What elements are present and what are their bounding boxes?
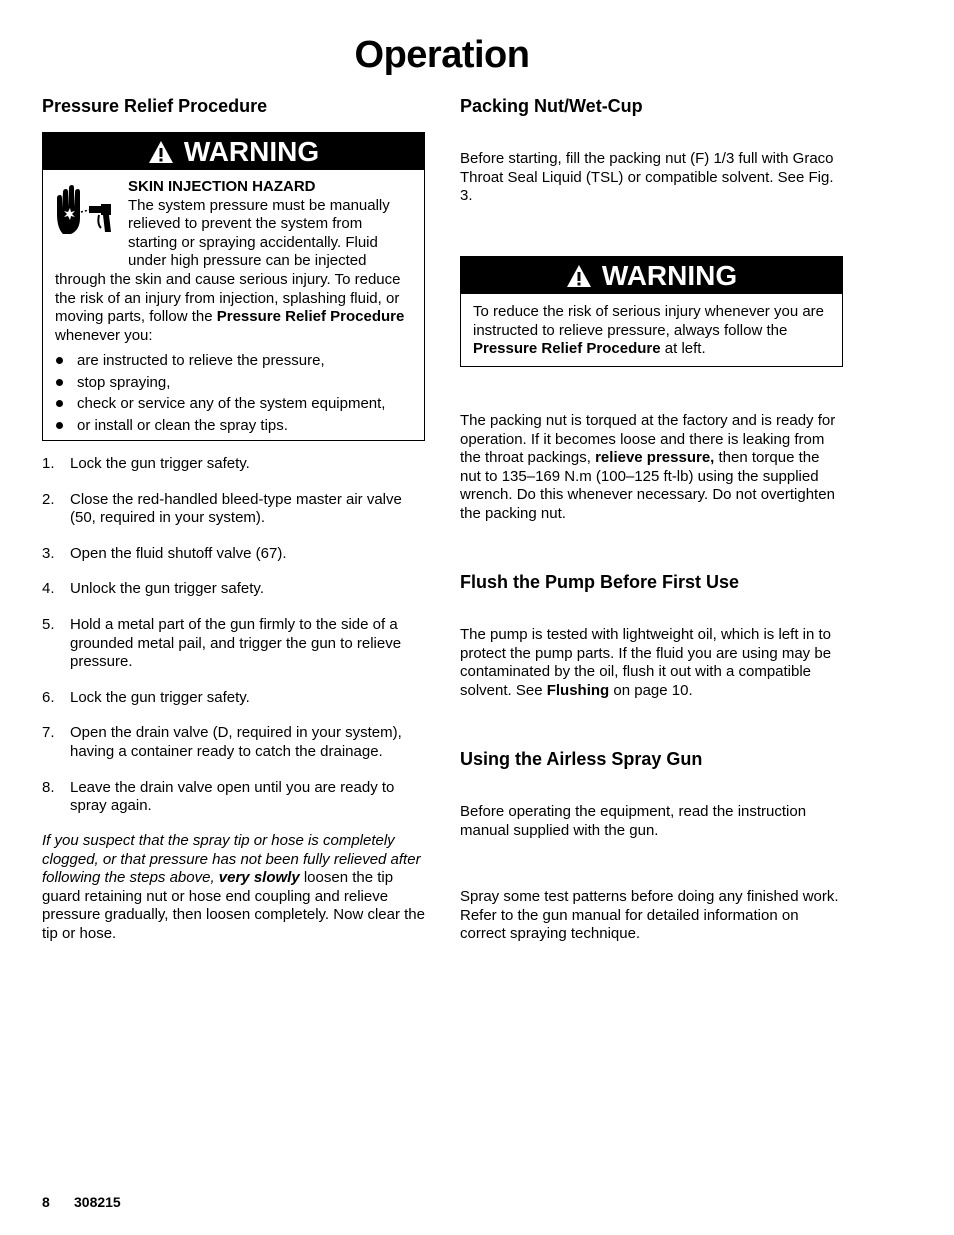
- page-number: 8: [42, 1194, 50, 1210]
- spray-gun-p1: Before operating the equipment, read the instruction manual supplied with the gun.: [460, 803, 807, 839]
- packing-nut-heading: Packing Nut/Wet-Cup: [460, 96, 643, 116]
- warning-label: WARNING: [601, 259, 738, 291]
- warning-header: [43, 133, 424, 170]
- clogged-tip-note: If you suspect that the spray tip or hose is completely clogged, or that pressure has not been fully relieved after following the steps above, very slowly loosen the tip guard retaining nut or hose end coupling and relieve pressure gradually, then loosen completely. Now clear the tip or hose.: [42, 832, 425, 942]
- skin-injection-warning-box: [42, 132, 425, 441]
- step-item: 6. Lock the gun trigger safety.: [42, 688, 250, 706]
- step-item: 1. Lock the gun trigger safety.: [42, 455, 250, 472]
- page-title: Operation: [354, 34, 530, 76]
- hazard-title: SKIN INJECTION HAZARD: [128, 178, 316, 195]
- step-item: 2. Close the red-handled bleed-type master air valve (50, required in your system).: [42, 490, 402, 527]
- step-item: 4. Unlock the gun trigger safety.: [42, 580, 264, 598]
- spray-gun-heading: Using the Airless Spray Gun: [460, 749, 703, 769]
- list-item: are instructed to relieve the pressure,: [55, 350, 412, 372]
- flush-pump-heading: Flush the Pump Before First Use: [460, 572, 740, 592]
- warning-text: To reduce the risk of serious injury whenever you are instructed to relieve pressure, always follow the Pressure Relief Procedure at left.: [473, 303, 825, 358]
- flush-pump-body: The pump is tested with lightweight oil, which is left in to protect the pump parts. If the fluid you are using may be contaminated by the oil, flush it out with a compatible solvent. See Flushing on page 10.: [460, 626, 832, 699]
- list-item: check or service any of the system equipment,: [55, 393, 412, 415]
- step-item: 8. Leave the drain valve open until you are ready to spray again.: [42, 778, 395, 815]
- document-number: 308215: [74, 1194, 121, 1210]
- hazard-text: The system pressure must be manually relieved to prevent the system from starting or spraying accidentally. Fluid under high pressure can be injected through the skin and cause serious injury. To reduce the risk of an injury from injection, splashing fluid, or moving parts, follow the Pressure Relief Procedure whenever you:: [55, 196, 405, 344]
- warning-triangle-icon: [148, 140, 174, 164]
- list-item: stop spraying,: [55, 372, 412, 394]
- injection-hazard-icon: [53, 184, 117, 240]
- step-item: 7. Open the drain valve (D, required in your system), having a container ready to catch the drainage.: [42, 724, 402, 760]
- warning-label: WARNING: [183, 135, 320, 167]
- spray-gun-p2: Spray some test patterns before doing any finished work. Refer to the gun manual for detailed information on correct spraying technique.: [460, 888, 839, 943]
- pressure-relief-heading: Pressure Relief Procedure: [42, 96, 268, 116]
- relief-steps-list: [42, 455, 422, 816]
- warning-header: [461, 257, 842, 294]
- hazard-bullet-list: [55, 350, 412, 436]
- list-item: or install or clean the spray tips.: [55, 415, 412, 437]
- packing-body: The packing nut is torqued at the factory and is ready for operation. If it becomes loose and there is leaking from the throat packings, relieve pressure, then torque the nut to 135–169 N.m (100–125 ft-lb) using the supplied wrench. Do this whenever necessary. Do not overtighten the packing nut.: [460, 412, 836, 522]
- packing-intro: Before starting, fill the packing nut (F) 1/3 full with Graco Throat Seal Liquid (TSL) or compatible solvent. See Fig. 3.: [460, 150, 834, 205]
- pressure-relief-warning-box: [460, 256, 843, 367]
- warning-triangle-icon: [566, 264, 592, 288]
- step-item: 5. Hold a metal part of the gun firmly to the side of a grounded metal pail, and trigger the gun to relieve pressure.: [42, 615, 402, 671]
- step-item: 3. Open the fluid shutoff valve (67).: [42, 544, 287, 562]
